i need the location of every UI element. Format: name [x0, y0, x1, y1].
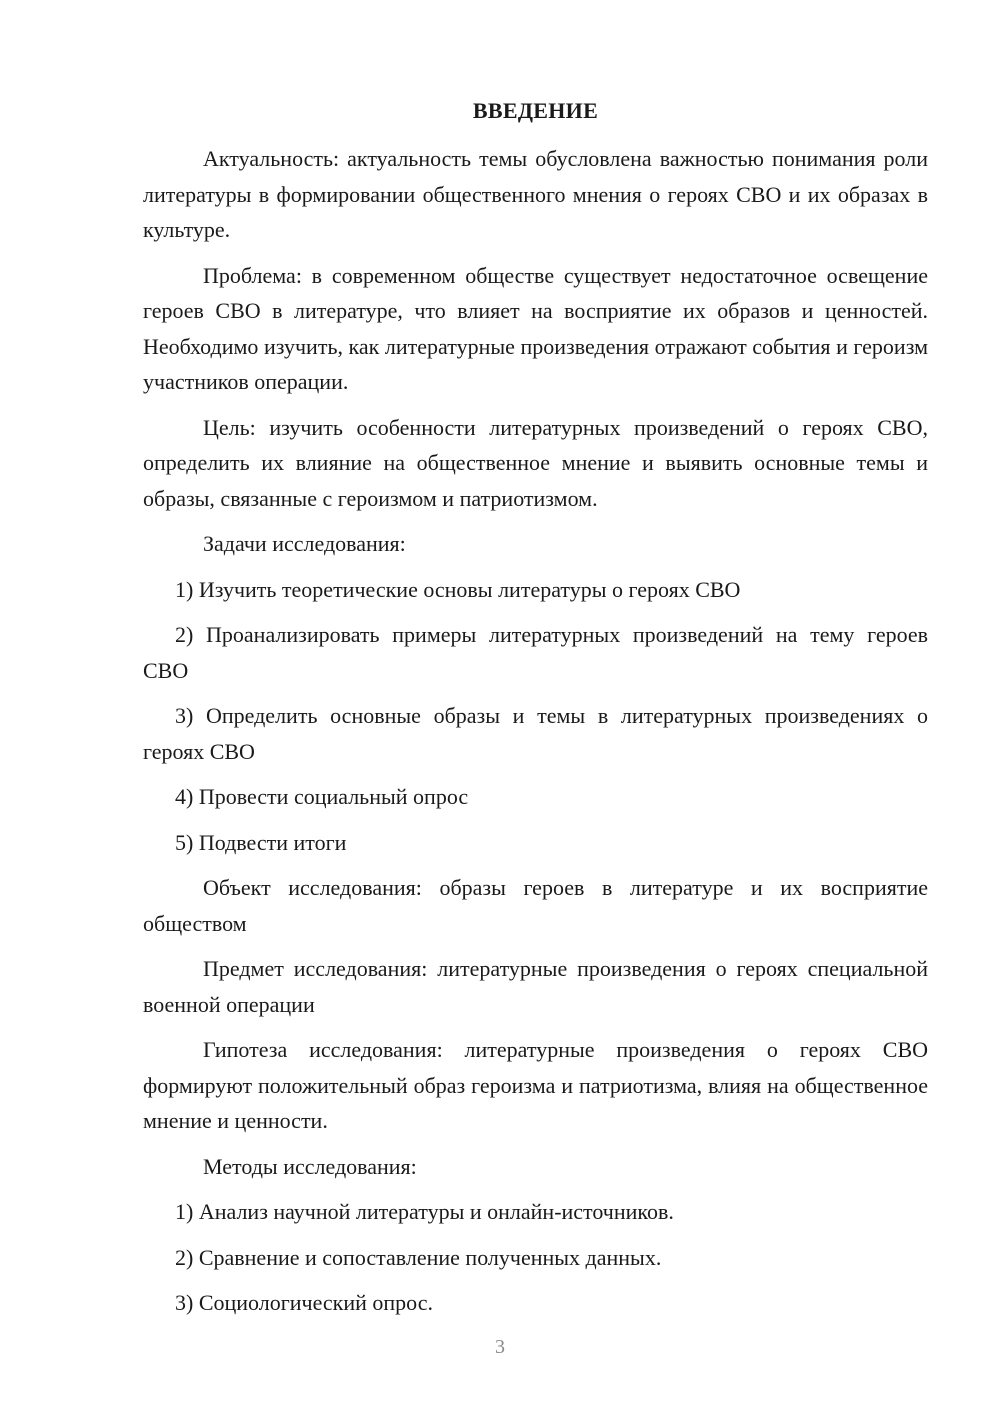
method-item: 1) Анализ научной литературы и онлайн-источников.: [175, 1199, 674, 1224]
subject-paragraph: Предмет исследования: литературные произведения о героях специальной военной операции: [143, 956, 928, 1017]
tasks-heading: Задачи исследования:: [203, 531, 406, 556]
hypothesis-paragraph: Гипотеза исследования: литературные произведения о героях СВО формируют положительный образ героизма и патриотизма, влияя на общественное мнение и ценности.: [143, 1037, 928, 1133]
problem-paragraph: Проблема: в современном обществе существует недостаточное освещение героев СВО в литературе, что влияет на восприятие их образов и ценностей. Необходимо изучить, как литературные произведения отражают события и героизм участников операции.: [143, 262, 928, 394]
task-item: 4) Провести социальный опрос: [175, 784, 469, 809]
method-item: 2) Сравнение и сопоставление полученных данных.: [175, 1244, 662, 1270]
methods-heading: Методы исследования:: [203, 1153, 417, 1179]
object-paragraph: Объект исследования: образы героев в литературе и их восприятие обществом: [143, 875, 928, 936]
relevance-paragraph: Актуальность: актуальность темы обусловлена важностью понимания роли литературы в формировании общественного мнения о героях СВО и их образах в культуре.: [143, 146, 928, 242]
task-item: 3) Определить основные образы и темы в литературных произведениях о героях СВО: [143, 703, 928, 764]
task-item: 1) Изучить теоретические основы литературы о героях СВО: [175, 576, 741, 602]
document-page: [143, 94, 928, 1331]
goal-paragraph: Цель: изучить особенности литературных произведений о героях СВО, определить их влияние на общественное мнение и выявить основные темы и образы, связанные с героизмом и патриотизмом.: [143, 414, 928, 511]
section-title: ВВЕДЕНИЕ: [472, 98, 599, 123]
task-item: 5) Подвести итоги: [175, 829, 347, 855]
page-number: 3: [495, 1336, 505, 1358]
task-item: 2) Проанализировать примеры литературных произведений на тему героев СВО: [143, 622, 928, 683]
method-item: 3) Социологический опрос.: [175, 1290, 433, 1315]
